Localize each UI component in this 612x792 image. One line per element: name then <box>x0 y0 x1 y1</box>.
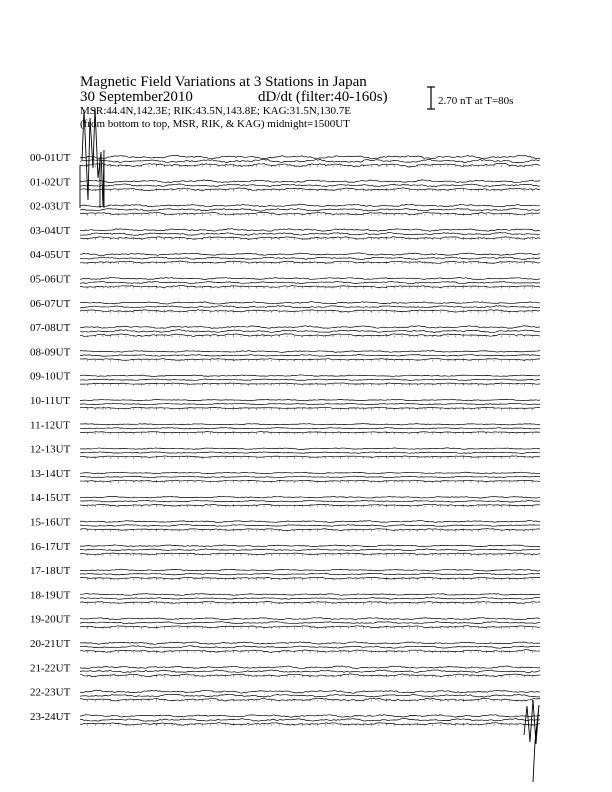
stations-label: MSR:44.4N,142.3E; RIK:43.5N,143.8E; KAG:31.5N,130.7E <box>80 105 352 117</box>
trace-KAG-12-13UT <box>80 448 540 450</box>
trace-RIK-17-18UT <box>80 573 540 575</box>
trace-RIK-10-11UT <box>80 403 540 404</box>
trace-RIK-23-24UT <box>80 719 540 722</box>
trace-KAG-16-17UT <box>80 545 540 547</box>
row-label-18-19UT: 18-19UT <box>30 589 71 602</box>
trace-RIK-18-19UT <box>80 597 540 599</box>
trace-KAG-08-09UT <box>80 351 540 353</box>
trace-KAG-03-04UT <box>80 228 540 231</box>
row-label-01-02UT: 01-02UT <box>30 176 71 189</box>
trace-KAG-07-08UT <box>80 326 540 329</box>
trace-RIK-14-15UT <box>80 500 540 502</box>
trace-rows <box>30 108 540 782</box>
row-label-20-21UT: 20-21UT <box>30 638 71 650</box>
row-label-12-13UT: 12-13UT <box>30 443 71 456</box>
trace-KAG-05-06UT <box>80 277 540 279</box>
row-label-04-05UT: 04-05UT <box>30 249 71 262</box>
trace-RIK-21-22UT <box>80 670 540 673</box>
chart-title: Magnetic Field Variations at 3 Stations in Japan <box>80 74 367 90</box>
trace-RIK-04-05UT <box>80 257 540 259</box>
row-label-06-07UT: 06-07UT <box>30 297 71 310</box>
row-label-05-06UT: 05-06UT <box>30 273 71 286</box>
row-label-19-20UT: 19-20UT <box>30 613 71 626</box>
trace-RIK-06-07UT <box>80 306 540 308</box>
trace-RIK-09-10UT <box>80 379 540 381</box>
trace-RIK-22-23UT <box>80 694 540 697</box>
trace-RIK-07-08UT <box>80 330 540 333</box>
trace-KAG-11-12UT <box>80 424 540 425</box>
row-label-03-04UT: 03-04UT <box>30 224 71 237</box>
trace-KAG-01-02UT <box>80 180 540 183</box>
trace-RIK-20-21UT <box>80 646 540 649</box>
trace-KAG-13-14UT <box>80 472 540 473</box>
trace-RIK-01-02UT <box>80 184 540 187</box>
row-label-23-24UT: 23-24UT <box>30 710 71 723</box>
row-label-22-23UT: 22-23UT <box>30 686 71 699</box>
trace-RIK-08-09UT <box>80 354 540 356</box>
row-label-00-01UT: 00-01UT <box>30 152 71 164</box>
trace-KAG-22-23UT <box>80 690 540 693</box>
row-label-10-11UT: 10-11UT <box>30 395 70 407</box>
trace-KAG-04-05UT <box>80 253 540 255</box>
scale-bar <box>427 87 513 109</box>
trace-KAG-09-10UT <box>80 375 540 377</box>
trace-KAG-15-16UT <box>80 521 540 523</box>
trace-KAG-00-01UT <box>80 155 540 159</box>
minute-ticks-08-09UT <box>88 358 533 361</box>
trace-KAG-18-19UT <box>80 594 540 596</box>
minute-ticks-09-10UT <box>88 383 533 386</box>
trace-KAG-06-07UT <box>80 302 540 304</box>
row-label-09-10UT: 09-10UT <box>30 370 71 383</box>
row-label-17-18UT: 17-18UT <box>30 565 71 578</box>
row-label-11-12UT: 11-12UT <box>30 419 70 432</box>
quantity-label: dD/dt (filter:40-160s) <box>258 89 388 105</box>
row-label-21-22UT: 21-22UT <box>30 662 71 675</box>
trace-RIK-00-01UT <box>80 159 540 163</box>
row-label-08-09UT: 08-09UT <box>30 346 71 359</box>
row-label-16-17UT: 16-17UT <box>30 540 71 553</box>
trace-RIK-15-16UT <box>80 525 540 527</box>
order-label: (from bottom to top, MSR, RIK, & KAG) midnight=1500UT <box>80 118 350 130</box>
trace-RIK-13-14UT <box>80 476 540 477</box>
trace-KAG-21-22UT <box>80 666 540 669</box>
trace-RIK-12-13UT <box>80 452 540 454</box>
date-label: 30 September2010 <box>80 89 193 105</box>
trace-KAG-10-11UT <box>80 399 540 400</box>
row-label-15-16UT: 15-16UT <box>30 516 71 529</box>
trace-RIK-11-12UT <box>80 428 540 429</box>
row-label-02-03UT: 02-03UT <box>30 200 71 213</box>
minute-ticks-05-06UT <box>88 286 533 289</box>
spike-end <box>524 700 539 782</box>
minute-ticks-04-05UT <box>88 261 533 264</box>
trace-RIK-19-20UT <box>80 622 540 624</box>
trace-RIK-16-17UT <box>80 549 540 551</box>
trace-KAG-23-24UT <box>80 715 540 718</box>
trace-RIK-03-04UT <box>80 233 540 236</box>
scale-label: 2.70 nT at T=80s <box>438 95 514 107</box>
trace-RIK-02-03UT <box>80 208 540 211</box>
trace-KAG-02-03UT <box>80 204 540 207</box>
row-label-13-14UT: 13-14UT <box>30 467 71 480</box>
trace-RIK-05-06UT <box>80 281 540 283</box>
trace-KAG-20-21UT <box>80 642 540 644</box>
row-label-07-08UT: 07-08UT <box>30 322 71 335</box>
trace-KAG-14-15UT <box>80 496 540 498</box>
row-label-14-15UT: 14-15UT <box>30 492 71 505</box>
trace-KAG-19-20UT <box>80 618 540 620</box>
trace-KAG-17-18UT <box>80 569 540 571</box>
